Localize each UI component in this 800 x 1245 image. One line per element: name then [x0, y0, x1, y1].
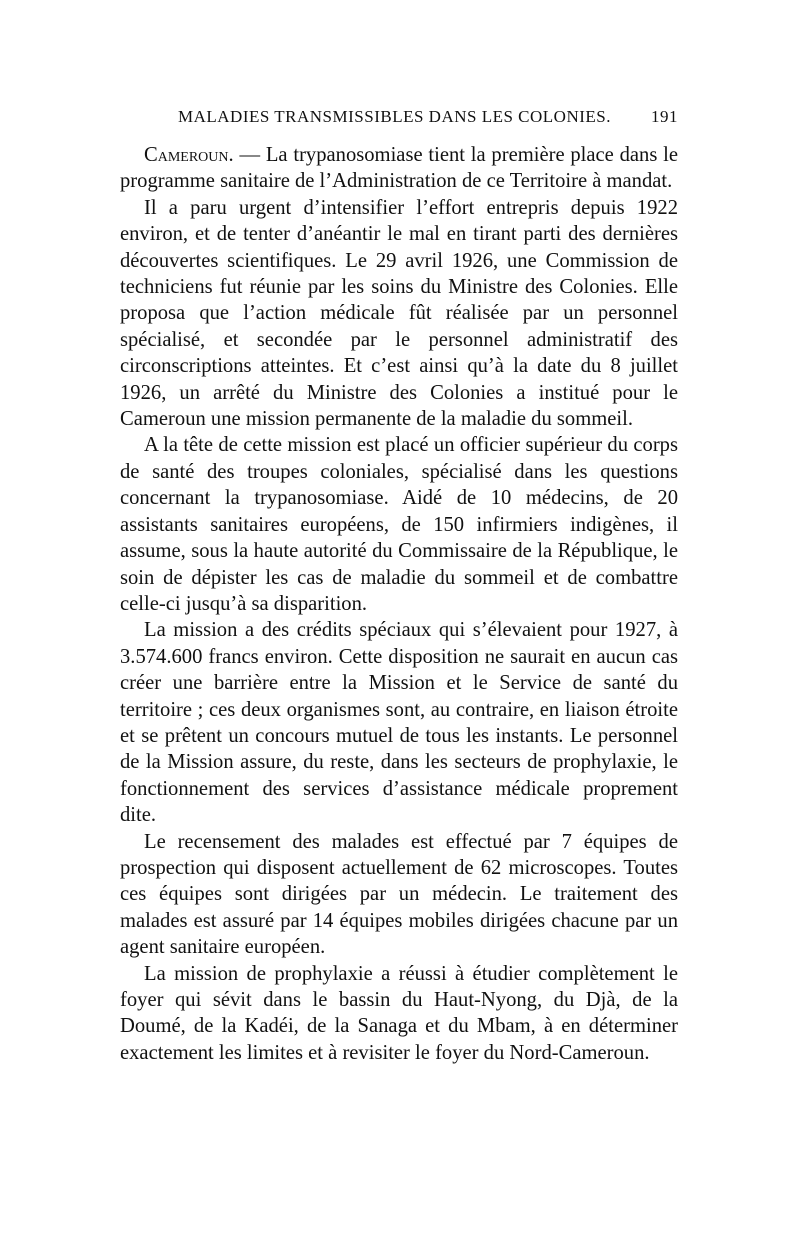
- paragraph-cameroun: [120, 142, 678, 195]
- paragraph: La mission de prophylaxie a réussi à étudier complètement le foyer qui sévit dans le bassin du Haut-Nyong, du Djà, de la Doumé, de la Kadéi, de la Sanaga et du Mbam, à en déterminer exactement les limites et à revisiter le foyer du Nord-Cameroun.: [120, 962, 678, 1064]
- paragraph: A la tête de cette mission est placé un officier supérieur du corps de santé des troupes coloniales, spécialisé dans les questions concernant la trypanosomiase. Aidé de 10 médecins, de 20 assistants sanitaires européens, de 150 infirmiers indigènes, il assume, sous la haute autorité du Commissaire de la République, le soin de dépister les cas de maladie du sommeil et de combattre celle-ci jusqu’à sa disparition.: [120, 434, 678, 615]
- body-text: [120, 142, 678, 1066]
- paragraph-text: — La trypanosomiase tient la première place dans le programme sanitaire de l’Administration de ce Territoire à mandat.: [120, 144, 678, 193]
- paragraph: La mission a des crédits spéciaux qui s’élevaient pour 1927, à 3.574.600 francs environ. Cette disposition ne saurait en aucun cas créer une barrière entre la Mission et le Service de santé du territoire ; ces deux organismes sont, au contraire, en liaison étroite et se prêtent un concours mutuel de tous les instants. Le personnel de la Mission assure, du reste, dans les secteurs de prophylaxie, le fonctionnement des services d’assistance médicale proprement dite.: [120, 619, 678, 827]
- paragraph: Le recensement des malades est effectué par 7 équipes de prospection qui disposent actuellement de 62 microscopes. Toutes ces équipes sont dirigées par un médecin. Le traitement des malades est assuré par 14 équipes mobiles dirigées chacune par un agent sanitaire européen.: [120, 830, 678, 959]
- paragraph: Il a paru urgent d’intensifier l’effort entrepris depuis 1922 environ, et de tenter d’anéantir le mal en tirant parti des dernières découvertes scientifiques. Le 29 avril 1926, une Commission de techniciens fut réunie par les soins du Ministre des Colonies. Elle proposa que l’action médicale fût réalisée par un personnel spécialisé, et secondée par le personnel administratif des circonscriptions atteintes. Et c’est ainsi qu’à la date du 8 juillet 1926, un arrêté du Ministre des Colonies a institué pour le Cameroun une mission permanente de la maladie du sommeil.: [120, 196, 678, 431]
- page-number: 191: [651, 107, 678, 126]
- section-lead-word: Cameroun.: [144, 144, 234, 166]
- book-page: [120, 106, 678, 1066]
- running-title: MALADIES TRANSMISSIBLES DANS LES COLONIES.: [178, 107, 611, 126]
- running-header: [120, 106, 678, 128]
